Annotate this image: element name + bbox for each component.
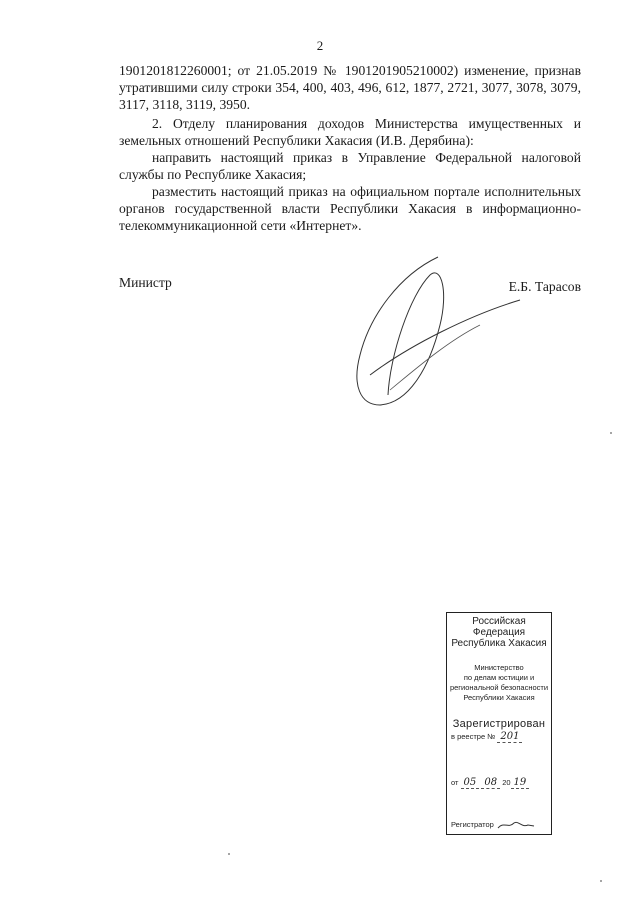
paragraph-3: направить настоящий приказ в Управление Федеральной налоговой службы по Республике Хакасия; bbox=[119, 150, 581, 182]
scan-speck bbox=[610, 432, 612, 434]
stamp-country: Российская Федерация bbox=[472, 616, 526, 638]
stamp-date: от 05 08 20 19 bbox=[451, 777, 547, 789]
page-number: 2 bbox=[316, 38, 324, 53]
stamp-registered: Зарегистрирован bbox=[452, 718, 546, 730]
paragraph-4: разместить настоящий приказ на официальном портале исполнительных органов государственной власти Республики Хакасия в информационно-телекоммуникационной сети «Интернет». bbox=[119, 184, 581, 233]
registrar-signature bbox=[496, 819, 536, 831]
registry-number-value: 201 bbox=[497, 731, 522, 743]
paragraph-1: 1901201812260001; от 21.05.2019 № 1901201905210002) изменение, признав утратившими силу строки 354, 400, 403, 496, 612, 1877, 2721, 3077, 3078, 3079, 3117, 3118, 3119, 3950. bbox=[119, 63, 581, 112]
signer-title: Министр bbox=[119, 275, 172, 290]
stamp-registry-number: в реестре № 201 bbox=[451, 731, 547, 743]
signer-name: Е.Б. Тарасов bbox=[508, 279, 581, 294]
handwritten-signature bbox=[330, 245, 530, 425]
scan-speck bbox=[228, 853, 230, 855]
registration-stamp bbox=[446, 612, 552, 835]
scan-speck bbox=[600, 880, 602, 882]
document-body bbox=[119, 62, 581, 234]
stamp-registrar: Регистратор bbox=[451, 819, 547, 831]
stamp-organization: Министерство по делам юстиции и региональной безопасности Республики Хакасия bbox=[449, 663, 549, 702]
paragraph-2: 2. Отделу планирования доходов Министерства имущественных и земельных отношений Республики Хакасия (И.В. Дерябина): bbox=[119, 116, 581, 148]
stamp-republic: Республика Хакасия bbox=[451, 638, 547, 649]
